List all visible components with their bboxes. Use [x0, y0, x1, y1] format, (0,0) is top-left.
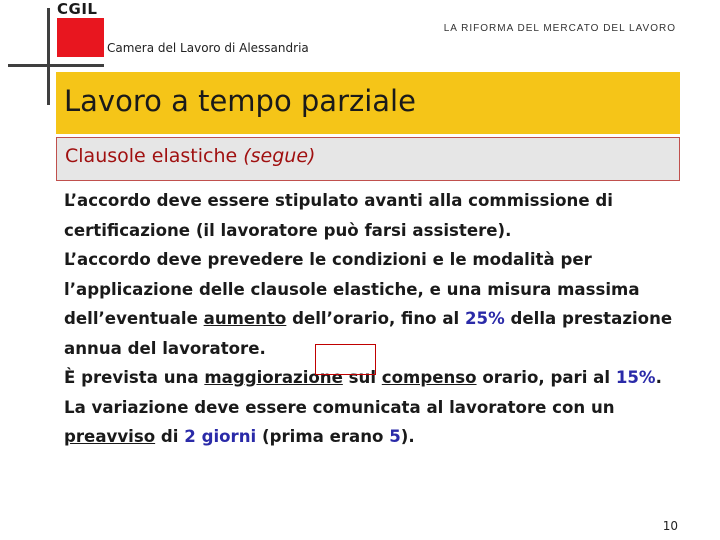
subtitle-paren: (segue)	[243, 145, 316, 167]
paragraph-4	[64, 393, 678, 452]
p4-text-d: ).	[400, 427, 415, 446]
p3-text-a: È prevista una	[64, 368, 205, 387]
p2-percent: 25%	[465, 309, 505, 328]
slide-title: Lavoro a tempo parziale	[64, 84, 416, 118]
p2-underlined-aumento: aumento	[203, 309, 287, 328]
title-band	[56, 72, 680, 134]
highlight-box	[315, 344, 376, 375]
body-text	[64, 186, 678, 452]
p2-text-a: L’accordo deve prevedere le condizioni e le modalità per l’applicazione delle clausole elastiche, e una misura massima dell’eventuale	[64, 250, 640, 328]
organization-name: Camera del Lavoro di Alessandria	[107, 41, 309, 55]
p3-text-d: .	[655, 368, 662, 387]
p4-number: 5	[389, 427, 401, 446]
p2-text-b: dell’orario, fino al	[286, 309, 466, 328]
p3-text-b: sul	[342, 368, 382, 387]
p4-days: 2 giorni	[184, 427, 257, 446]
p3-underlined-maggiorazione: maggiorazione	[204, 368, 343, 387]
page-number: 10	[662, 519, 678, 533]
section-title: LA RIFORMA DEL MERCATO DEL LAVORO	[443, 23, 676, 34]
paragraph-1: L’accordo deve essere stipulato avanti alla commissione di certificazione (il lavoratore può farsi assistere).	[64, 191, 613, 240]
subtitle-main: Clausole elastiche	[65, 145, 238, 167]
p4-text-a: La variazione deve essere comunicata al lavoratore con un	[64, 397, 615, 417]
p4-underlined-preavviso: preavviso	[64, 427, 156, 446]
p3-percent: 15%	[615, 368, 656, 387]
p2-text-c: della prestazione annua del lavoratore.	[64, 309, 673, 358]
logo-text: CGIL	[57, 0, 104, 18]
p4-text-c: (prima erano	[256, 427, 390, 446]
decorative-vertical-line	[47, 8, 50, 105]
subtitle-box	[56, 137, 680, 181]
p3-text-c: orario, pari al	[476, 368, 616, 387]
p3-underlined-compenso: compenso	[381, 368, 477, 387]
p4-text-b: di	[155, 427, 185, 446]
slide-subtitle	[65, 145, 315, 167]
decorative-horizontal-line	[8, 64, 104, 67]
